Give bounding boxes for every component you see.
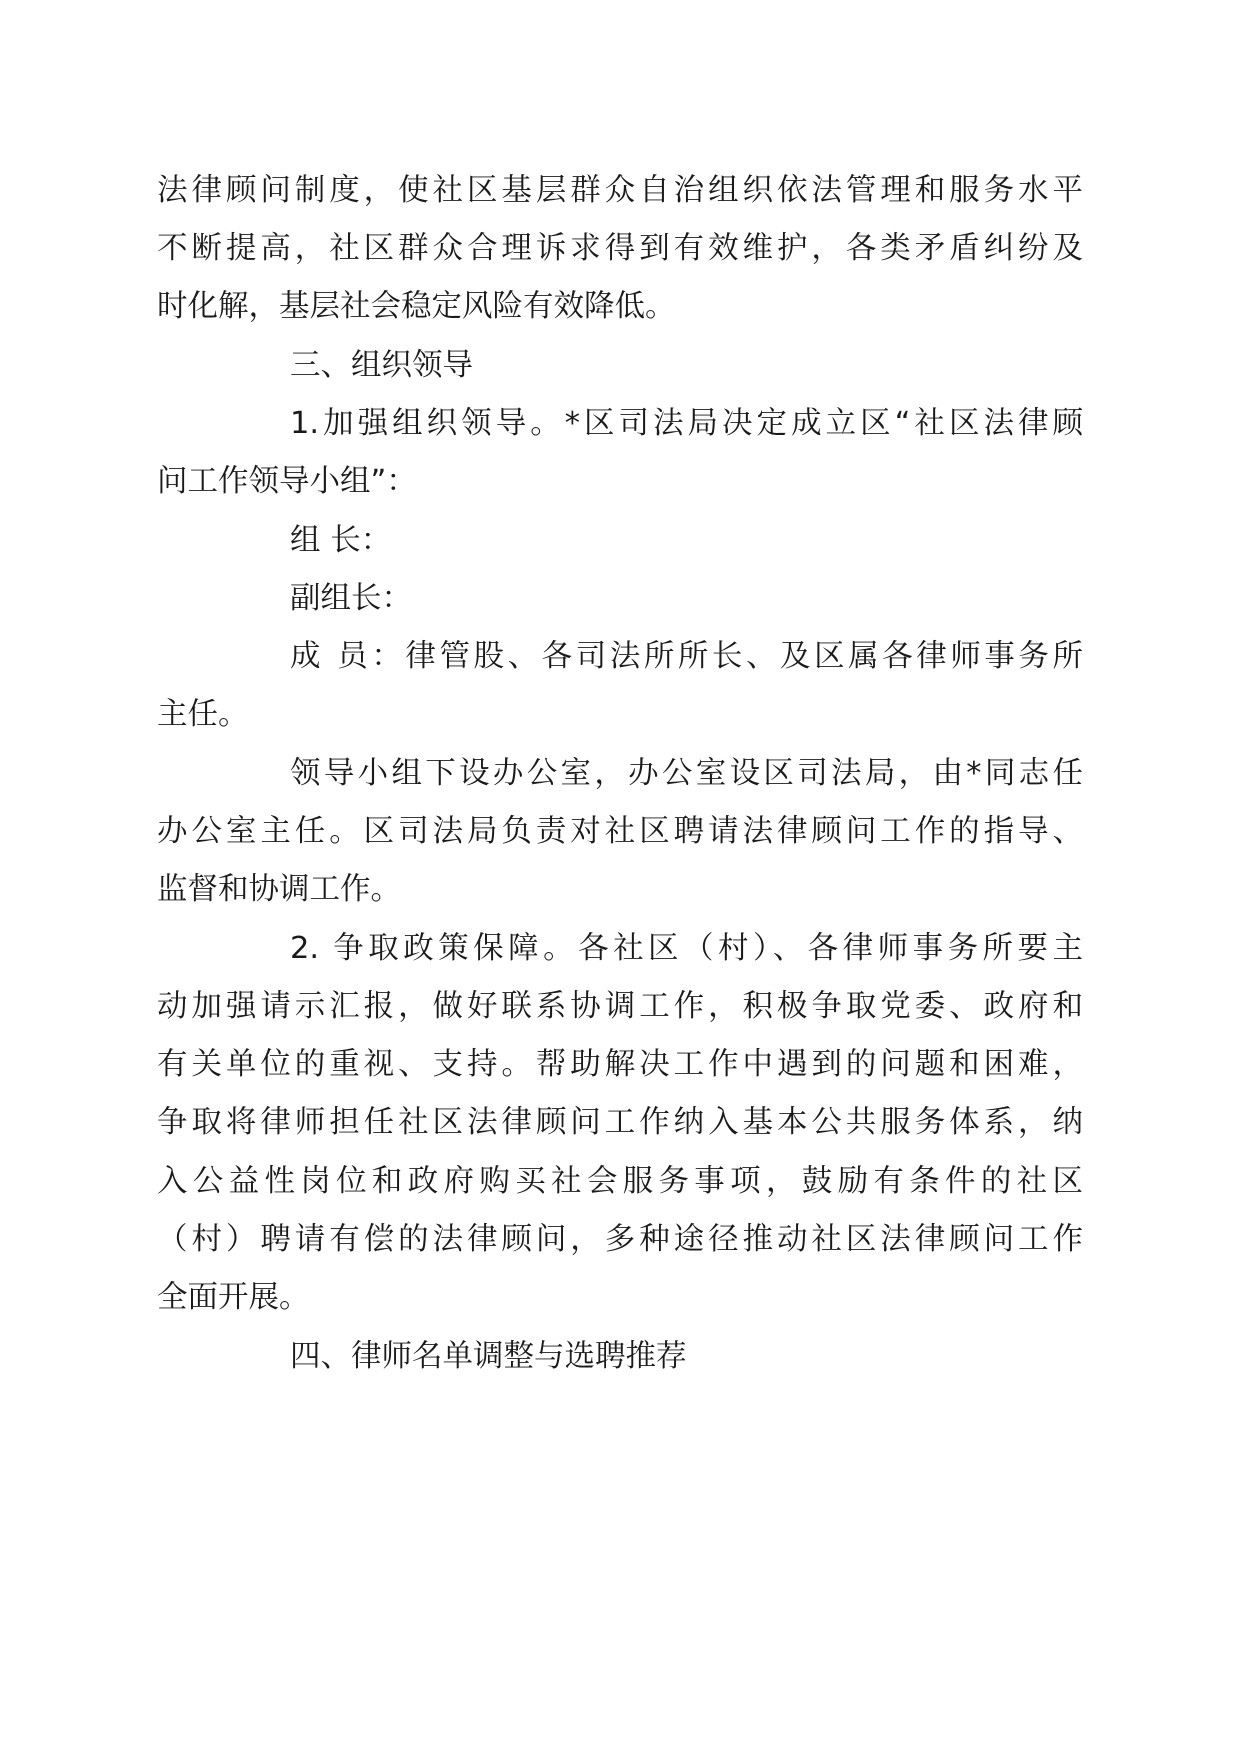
body-text-line: 监督和协调工作。 [157, 872, 401, 907]
body-text-line: 问工作领导小组”： [157, 464, 417, 499]
body-text-line: （村）聘请有偿的法律顾问，多种途径推动社区法律顾问工作 [157, 1222, 1083, 1257]
body-text-line: 主任。 [157, 697, 249, 732]
body-text-line: 1.加强组织领导。*区司法局决定成立区“社区法律顾 [290, 406, 1083, 441]
body-text-line: 时化解，基层社会稳定风险有效降低。 [157, 289, 676, 324]
body-text-line: 2. 争取政策保障。各社区（村）、各律师事务所要主 [290, 931, 1083, 966]
body-text-line: 入公益性岗位和政府购买社会服务事项，鼓励有条件的社区 [157, 1164, 1083, 1199]
body-text-line: 动加强请示汇报，做好联系协调工作，积极争取党委、政府和 [157, 989, 1083, 1024]
body-text-line: 办公室主任。区司法局负责对社区聘请法律顾问工作的指导、 [157, 814, 1083, 849]
section-heading-3: 三、组织领导 [290, 348, 473, 383]
group-leader-line: 组 长： [290, 523, 392, 558]
body-text-line: 不断提高，社区群众合理诉求得到有效维护，各类矛盾纠纷及 [157, 231, 1083, 266]
deputy-leader-line: 副组长： [290, 581, 412, 616]
body-text-line: 领导小组下设办公室，办公室设区司法局，由*同志任 [290, 756, 1083, 791]
body-text-line: 法律顾问制度，使社区基层群众自治组织依法管理和服务水平 [157, 173, 1083, 208]
section-heading-4: 四、律师名单调整与选聘推荐 [290, 1339, 687, 1374]
body-text-line: 有关单位的重视、支持。帮助解决工作中遇到的问题和困难， [157, 1047, 1083, 1082]
members-line: 成 员：律管股、各司法所所长、及区属各律师事务所 [290, 639, 1083, 674]
body-text-line: 争取将律师担任社区法律顾问工作纳入基本公共服务体系，纳 [157, 1105, 1083, 1140]
body-text-line: 全面开展。 [157, 1280, 310, 1315]
